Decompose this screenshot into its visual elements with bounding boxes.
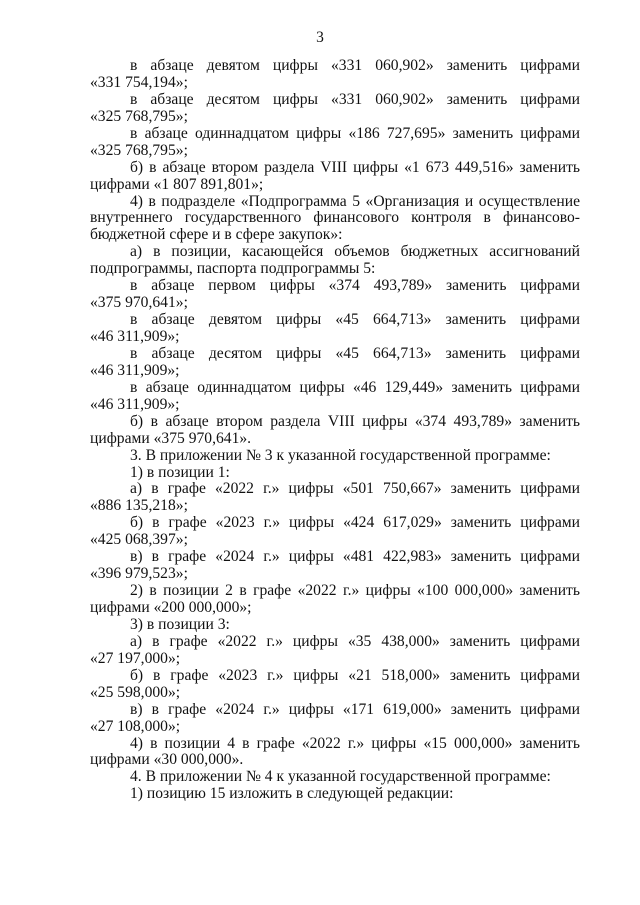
- text-line: цифрами «200 000,000»;: [90, 599, 252, 616]
- document-body: [90, 58, 580, 803]
- text-line: 1) в позиции 1:: [130, 463, 230, 481]
- text-line: «46 311,909»;: [90, 361, 180, 379]
- text-line: в абзаце десятом цифры «45 664,713» заменить цифрами: [130, 344, 580, 362]
- text-line: «396 979,523»;: [90, 565, 188, 583]
- text-line: в) в графе «2024 г.» цифры «481 422,983» заменить цифрами: [130, 548, 580, 566]
- text-line: 2) в позиции 2 в графе «2022 г.» цифры «100 000,000» заменить: [130, 582, 580, 600]
- text-line: 4) в подразделе «Подпрограмма 5 «Организация и осуществление: [130, 192, 580, 210]
- text-line: 3. В приложении № 3 к указанной государственной программе:: [130, 446, 551, 464]
- text-line: в абзаце девятом цифры «331 060,902» заменить цифрами: [130, 57, 580, 74]
- text-line: 4) в позиции 4 в графе «2022 г.» цифры «15 000,000» заменить: [130, 734, 580, 752]
- page-number: 3: [316, 29, 324, 46]
- text-line: «886 135,218»;: [90, 497, 188, 515]
- text-line: 1) позицию 15 изложить в следующей редакции:: [130, 785, 454, 803]
- text-line: цифрами «1 807 891,801»;: [90, 175, 264, 193]
- text-line: «27 108,000»;: [90, 717, 181, 735]
- text-line: бюджетной сфере и в сфере закупок»:: [90, 226, 343, 244]
- text-line: в абзаце первом цифры «374 493,789» заменить цифрами: [130, 277, 580, 295]
- text-line: «46 311,909»;: [90, 395, 180, 413]
- text-line: «325 768,795»;: [90, 107, 188, 125]
- text-line: в абзаце десятом цифры «331 060,902» заменить цифрами: [130, 90, 580, 108]
- text-line: в) в графе «2024 г.» цифры «171 619,000» заменить цифрами: [130, 700, 580, 718]
- text-line: цифрами «30 000,000».: [90, 751, 244, 769]
- text-line: «27 197,000»;: [90, 649, 181, 667]
- text-line: цифрами «375 970,641».: [90, 429, 252, 447]
- text-line: внутреннего государственного финансового контроля в финансово-: [90, 209, 580, 227]
- text-line: в абзаце одиннадцатом цифры «46 129,449» заменить цифрами: [130, 378, 580, 396]
- text-line: б) в абзаце втором раздела VIII цифры «374 493,789» заменить: [130, 412, 580, 430]
- text-line: а) в графе «2022 г.» цифры «35 438,000» заменить цифрами: [130, 632, 580, 650]
- text-line: подпрограммы, паспорта подпрограммы 5:: [90, 260, 376, 278]
- text-line: в абзаце девятом цифры «45 664,713» заменить цифрами: [130, 311, 580, 329]
- text-line: б) в графе «2023 г.» цифры «424 617,029» заменить цифрами: [130, 514, 580, 532]
- text-line: «425 068,397»;: [90, 531, 188, 549]
- text-line: в абзаце одиннадцатом цифры «186 727,695» заменить цифрами: [130, 124, 580, 142]
- text-line: «375 970,641»;: [90, 294, 188, 312]
- text-line: «25 598,000»;: [90, 683, 181, 701]
- text-line: б) в абзаце втором раздела VIII цифры «1 673 449,516» заменить: [130, 158, 580, 176]
- text-line: б) в графе «2023 г.» цифры «21 518,000» заменить цифрами: [130, 666, 580, 684]
- text-line: а) в графе «2022 г.» цифры «501 750,667» заменить цифрами: [130, 480, 580, 498]
- text-line: «325 768,795»;: [90, 141, 188, 159]
- text-line: 3) в позиции 3:: [130, 615, 230, 633]
- text-line: 4. В приложении № 4 к указанной государственной программе:: [130, 768, 551, 786]
- text-line: «46 311,909»;: [90, 328, 180, 345]
- text-line: а) в позиции, касающейся объемов бюджетных ассигнований: [130, 243, 580, 261]
- text-line: «331 754,194»;: [90, 73, 188, 91]
